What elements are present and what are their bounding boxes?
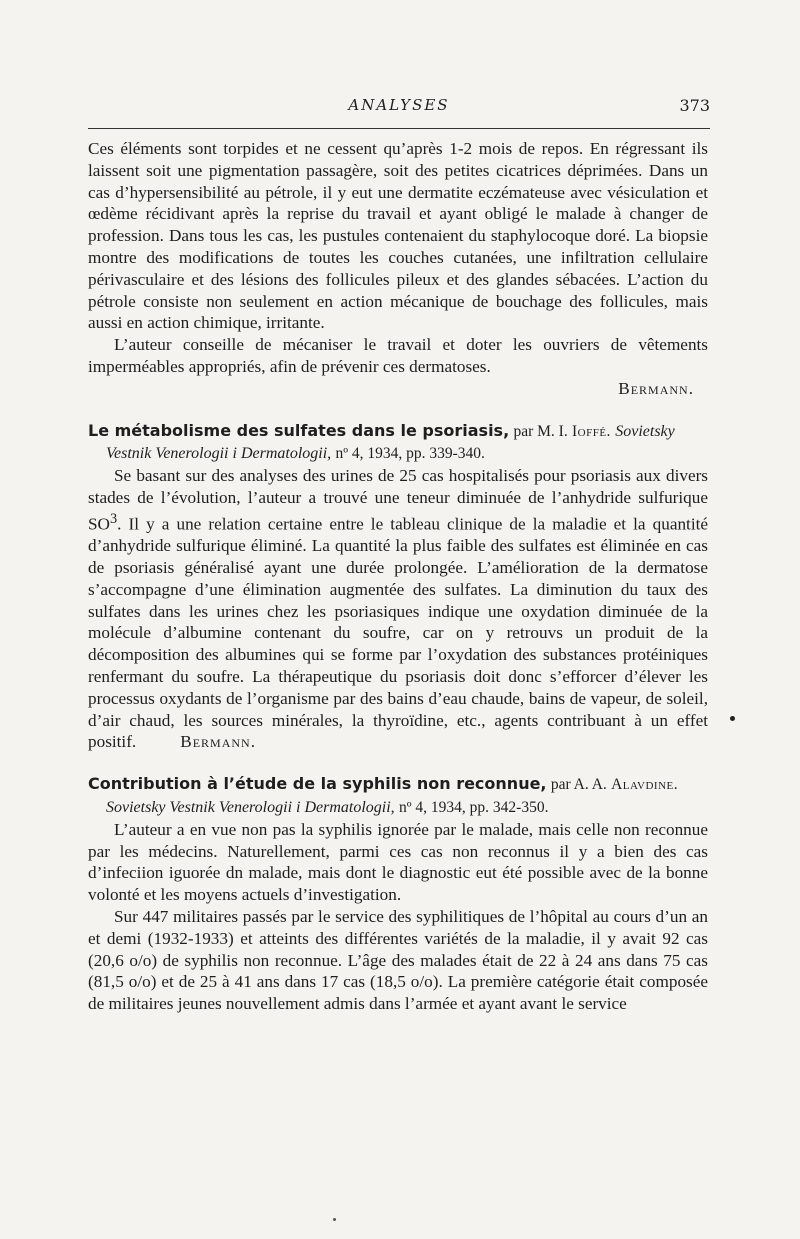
- article-syphilis-journal: Sovietsky Vestnik Venerologii i Dermatologii,: [106, 799, 395, 817]
- article-sulfates-body-b: . Il y a une relation certaine entre le tableau clinique de la maladie et la quantité d’anhydride sulfurique éliminé. La quantité la plus faible des sulfates est éliminée en cas de psoriasis généralisé ayant une durée prolongée. L’amélioration de la dermatose s’accompagne d’une élimination augmentée des sulfates. La diminution du taux des sulfates dans les urines chez les psoriasiques indique une oxydation diminuée de la molécule d’albumine contenant du soufre, car on y retrouvs un produit de la décomposition des albumines qui se forme par l’oxydation des substances protéiniques renfermant du soufre. La thérapeutique du psoriasis doit donc s’efforcer d’élever les processus oxydants de l’organisme par des bains d’eau chaude, bains de vapeur, de soleil, d’air chaud, les sources minérales, la thyroïdine, etc., agents contribuant à un effet positif.: [88, 514, 708, 752]
- article-sulfates-title: Le métabolisme des sulfates dans le psoriasis,: [88, 420, 510, 440]
- article-syphilis-title: Contribution à l’étude de la syphilis non reconnue,: [88, 774, 547, 794]
- article-syphilis-heading: [88, 773, 708, 819]
- article-syphilis-ref: nº 4, 1934, pp. 342-350.: [398, 799, 549, 817]
- article-sulfates: [88, 420, 708, 754]
- article-syphilis-author: Alavdine.: [611, 776, 679, 794]
- article-syphilis-paragraph-1: L’auteur a en vue non pas la syphilis ignorée par le malade, mais celle non reconnue par les médecins. Naturellement, parmi ces cas non reconnus il y a bien des cas d’infeciion iguorée dn malade, mais dont le diagnostic eut été possible avec de la bonne volonté et les moyens actuels d’investigation.: [88, 819, 708, 905]
- running-title: ANALYSES: [348, 96, 450, 114]
- foot-mark: [333, 1218, 336, 1221]
- article-sulfates-journal-b: Vestnik Venerologii i Dermatologii,: [106, 445, 332, 463]
- article-sulfates-body-a: Se basant sur des analyses des urines de 25 cas hospitalisés pour psoriasis aux divers stades de l’évolution, l’auteur a trouvé une teneur diminuée de l’anhydride sulfurique SO: [88, 466, 708, 534]
- page-body: [88, 138, 708, 1015]
- article-syphilis-by: par A. A.: [550, 776, 607, 794]
- article-sulfates-signature: Bermann.: [180, 732, 256, 752]
- article-sulfates-journal-a: Sovietsky: [615, 422, 675, 440]
- article-sulfates-body: [88, 465, 708, 753]
- article-sulfates-sup: 3: [109, 510, 118, 527]
- margin-mark: [730, 716, 735, 721]
- page-number: 373: [679, 96, 710, 115]
- article-sulfates-ref: nº 4, 1934, pp. 339-340.: [335, 445, 485, 463]
- intro-signature: Bermann.: [618, 378, 694, 398]
- article-syphilis-ref-line: [88, 796, 708, 819]
- running-head: [88, 96, 710, 120]
- article-syphilis: [88, 773, 708, 1015]
- article-sulfates-heading: [88, 420, 708, 466]
- article-syphilis-paragraph-2: Sur 447 militaires passés par le service des syphilitiques de l’hôpital au cours d’un an et demi (1932-1933) et atteints des différentes variétés de la maladie, il y avait 92 cas (20,6 o/o) de syphilis non reconnue. L’âge des malades était de 22 à 24 ans dans 75 cas (81,5 o/o) et de 25 à 41 ans dans 17 cas (18,5 o/o). La première catégorie était composée de militaires jeunes nouvellement admis dans l’armée et ayant avant le service: [88, 907, 708, 1014]
- intro-paragraph-2: L’auteur conseille de mécaniser le travail et doter les ouvriers de vêtements imperméables appropriés, afin de prévenir ces dermatoses.: [88, 335, 708, 376]
- header-rule: [88, 128, 710, 129]
- article-sulfates-ref-line: [88, 442, 708, 465]
- intro-paragraph-1: Ces éléments sont torpides et ne cessent qu’après 1-2 mois de repos. En régressant ils laissent soit une pigmentation passagère, soit des petites cicatrices déprimées. Dans un cas d’hypersensibilité au pétrole, il y eut une dermatite eczémateuse avec vésiculation et œdème récidivant après la reprise du travail et ayant obligé le malade à changer de profession. Dans tous les cas, les pustules contenaient du staphylocoque doré. La biopsie montre des modifications de toutes les couches cutanées, une infiltration cellulaire périvasculaire et des lésions des follicules pileux et des glandes sébacées. L’action du pétrole consiste non seulement en action mécanique de bouchage des follicules, mais aussi en action chimique, irritante.: [88, 139, 708, 333]
- article-sulfates-author: Ioffé.: [572, 422, 611, 440]
- article-sulfates-by: par M. I.: [513, 422, 568, 440]
